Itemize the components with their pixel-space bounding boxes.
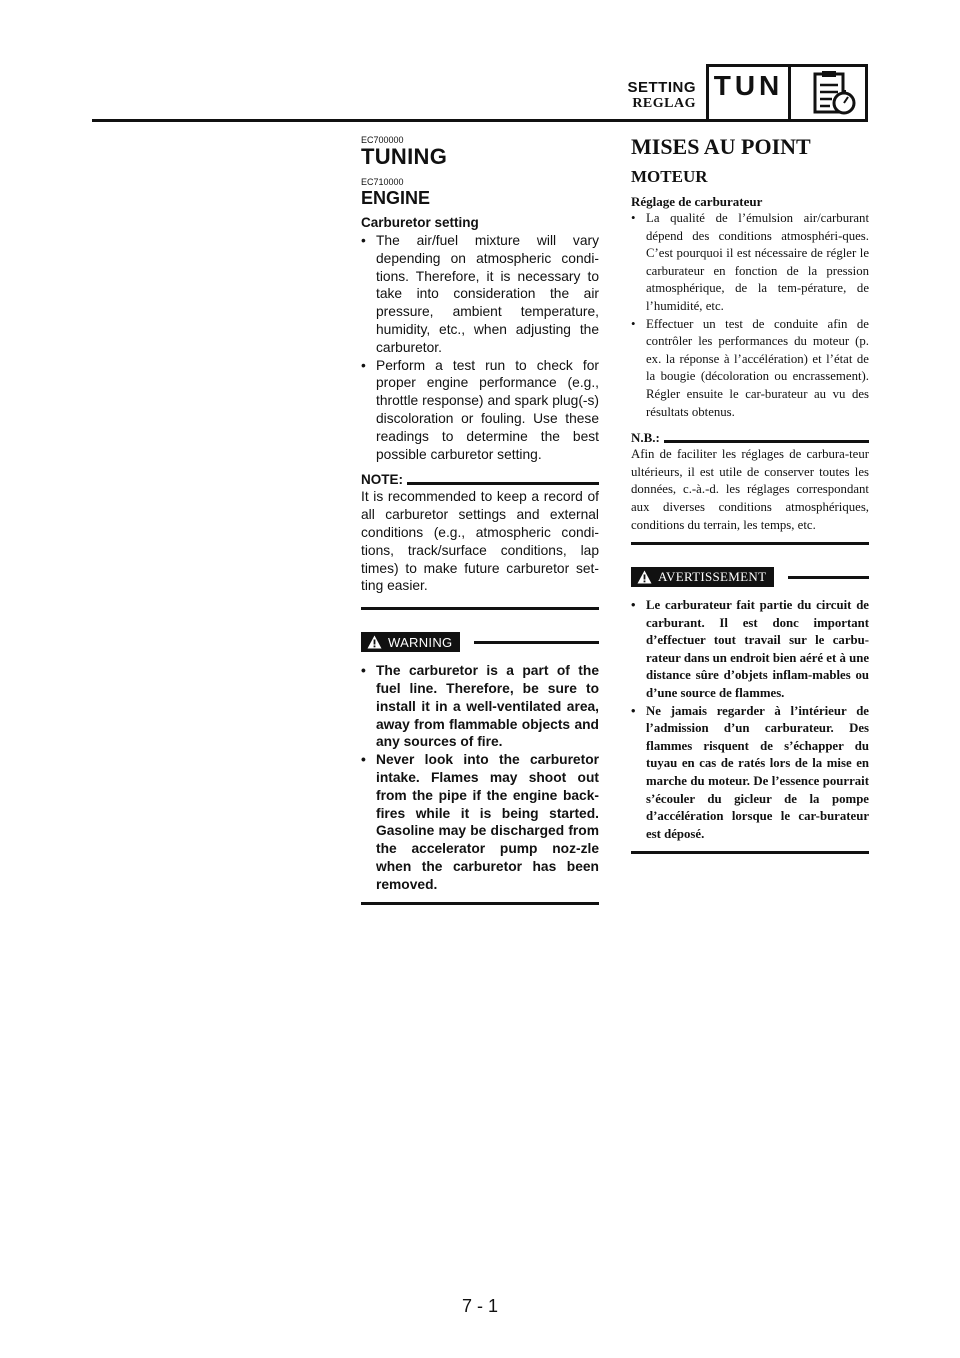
section-code: EC710000 [361,177,404,187]
bullet-list [361,232,599,463]
note-header [631,430,869,446]
warning-label: WARNING [388,634,453,650]
page-title: TUNING [361,144,448,169]
subsection-heading: Réglage de carburateur [631,194,763,209]
note-text: It is recommended to keep a record of all carburetor settings and external conditions (e.g., atmospheric condi-tions, track/surface conditions, lap times) to make future carburetor set-ting easier. [361,489,599,594]
page-number: 7 - 1 [461,1296,499,1316]
warning-triangle-icon [637,570,652,584]
warning-list [631,597,869,843]
list-item: • Effectuer un test de conduite afin de contrôler les performances du moteur (p. ex. la réponse à l’accélération) et l’état de la bougie (décoloration ou encrassement). Régler ensuite le car-burateur au vu des résultats obtenus. [631,316,869,422]
list-item: • Perform a test run to check for proper engine performance (e.g., throttle response) and spark plug(-s) discoloration or fouling. Use these readings to determine the best possible carburetor setting. [361,357,599,464]
warning-rule [788,576,869,579]
note-end-rule [631,542,869,545]
warning-rule [474,641,599,644]
french-column [631,132,869,854]
section-code: EC700000 [361,135,404,145]
note-header [361,472,599,488]
list-item: • The carburetor is a part of the fuel line. Therefore, be sure to install it in a well-ventilated area, away from flammable objects and any sources of fire. [361,662,599,751]
bullet-list [631,210,869,421]
warning-tag [631,567,774,587]
note-rule [664,440,869,443]
english-column [361,132,599,905]
warning-end-rule [631,851,869,854]
warning-label: AVERTISSEMENT [658,569,767,585]
list-item: • Ne jamais regarder à l’intérieur de l’admission d’un carburateur. Des flammes risquent de s’échapper du tuyau en cas de ratés lors de la mise en marche du moteur. De l’essence pourrait s’écouler du gicleur de la pompe d’accélération lorsque le car-burateur est déposé. [631,703,869,844]
warning-tag [361,632,460,652]
list-item: • Never look into the carburetor intake. Flames may shoot out from the pipe if the engine back-fires while it is being started. Gasoline may be discharged from the accelerator pump noz-zle when the carburetor has been removed. [361,751,599,893]
page-title: MISES AU POINT [631,134,811,159]
note-text: Afin de faciliter les réglages de carbura-teur ultérieurs, il est utile de conserver toutes les données, c.-à.-d. les réglages correspondant aux diverses conditions atmosphériques, conditions du terrain, les temps, etc. [631,447,869,532]
warning-end-rule [361,902,599,905]
section-heading: MOTEUR [631,167,708,186]
section-tab-divider [788,64,791,122]
header-setting-label: SETTING [627,79,696,96]
clipboard-stopwatch-icon [806,70,860,116]
subsection-heading: Carburetor setting [361,215,479,230]
note-rule [407,482,599,485]
note-label: NOTE: [361,472,403,488]
warning-header [361,632,599,652]
warning-header [631,567,869,587]
section-heading: ENGINE [361,188,431,208]
list-item: • La qualité de l’émulsion air/carburant dépend des conditions atmosphéri-ques. C’est pourquoi il est nécessaire de régler le carburateur en fonction de la pression atmosphérique, de la tem-pérature, de l’humidité, etc. [631,210,869,316]
section-tab-code: TUN [713,70,784,101]
note-end-rule [361,607,599,610]
header-reglag-label: REGLAG [632,96,696,111]
list-item: • Le carburateur fait partie du circuit de carburant. Il est donc important d’effectuer tout travail sur le carbu-rateur dans un endroit bien aéré et à une distance sûre d’objets inflam-mables ou d’une source de flammes. [631,597,869,703]
note-label: N.B.: [631,430,660,446]
list-item: • The air/fuel mixture will vary depending on atmospheric condi-tions. Therefore, it is necessary to take into consideration the air pressure, ambient temperature, humidity, etc., when adjusting the carburetor. [361,232,599,357]
warning-triangle-icon [367,635,382,649]
warning-list [361,662,599,893]
